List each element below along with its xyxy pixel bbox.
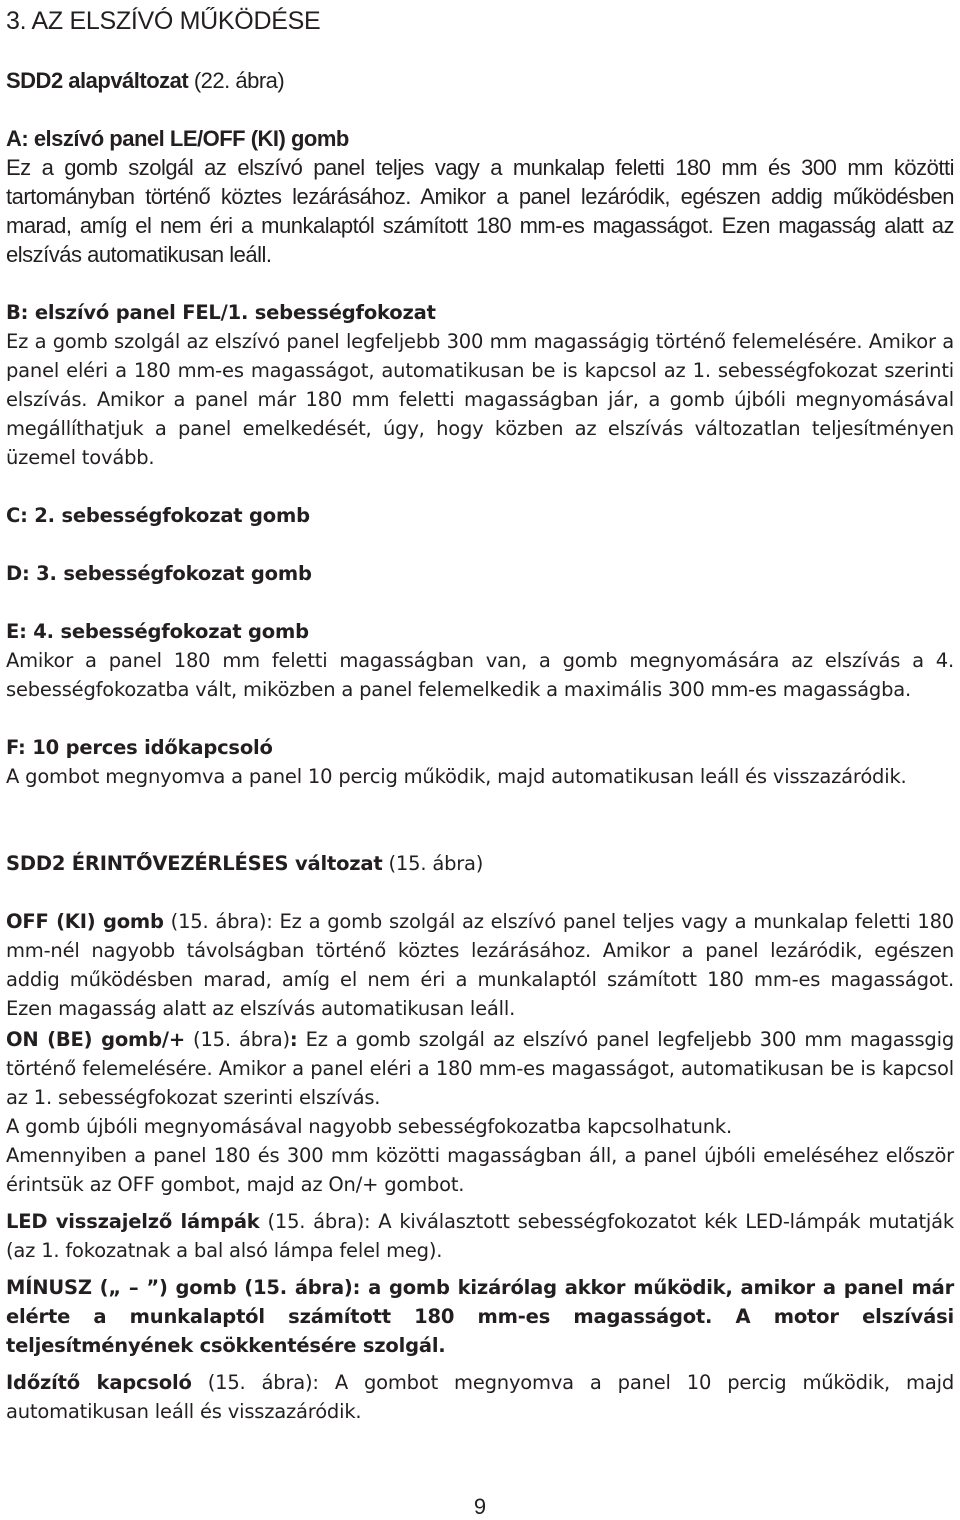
touch-on-paragraph: ON (BE) gomb/+ (15. ábra): Ez a gomb szolgál az elszívó panel legfeljebb 300 mm magassgig történő felemelésére. Amikor a panel eléri a 180 mm-es magasságot, automatikusan be is kapcsol az 1. sebességfokozat szerinti elszívás. — [6, 1028, 955, 1109]
touch-off-paragraph: OFF (KI) gomb (15. ábra): Ez a gomb szolgál az elszívó panel teljes vagy a munkalap feletti 180 mm-nél nagyobb távolságban történő köztes lezárásához. Amikor a panel lezáródik, egészen addig működésben marad, amíg el nem éri a munkalaptól számított 180 mm-es magasságot. Ezen magasság alatt az elszívás automatikusan leáll. — [6, 910, 954, 1020]
item-a-heading: A: elszívó panel LE/OFF (KI) gomb — [6, 126, 349, 151]
variant-name: SDD2 alapváltozat — [6, 68, 189, 93]
variant-heading-touch — [6, 849, 954, 878]
item-c-heading: C: 2. sebességfokozat gomb — [6, 504, 310, 527]
item-f-text: A gombot megnyomva a panel 10 percig működik, majd automatikusan leáll és visszazáródik. — [6, 765, 907, 788]
touch-led-label: LED visszajelző lámpák — [6, 1210, 260, 1233]
item-b-heading: B: elszívó panel FEL/1. sebességfokozat — [6, 301, 436, 324]
variant-figure-ref: (22. ábra) — [188, 68, 285, 93]
touch-on-line3: Amennyiben a panel 180 és 300 mm közötti magasságban áll, a panel újbóli emeléséhez először érintsük az OFF gombot, majd az On/+ gombot. — [6, 1144, 954, 1196]
variant-heading-basic — [6, 66, 954, 95]
touch-minus-paragraph: MÍNUSZ („ – ”) gomb (15. ábra): a gomb kizárólag akkor működik, amikor a panel már elérte a munkalaptól számított 180 mm-es magasságot. A motor elszívási teljesítményének csökkentésére szolgál. — [6, 1276, 954, 1357]
item-d-heading: D: 3. sebességfokozat gomb — [6, 562, 312, 585]
item-a-text: Ez a gomb szolgál az elszívó panel teljes vagy a munkalap feletti 180 mm és 300 mm közötti tartományban történő köztes lezárásához. Amikor a panel lezáródik, egészen addig működésben marad, amíg el nem éri a munkalaptól számított 180 mm-es magasságot. Ezen magasság alatt az elszívás automatikusan leáll. — [6, 155, 954, 267]
section-title: 3. AZ ELSZÍVÓ MŰKÖDÉSE — [6, 7, 321, 35]
item-e-heading: E: 4. sebességfokozat gomb — [6, 620, 309, 643]
item-f-heading: F: 10 perces időkapcsoló — [6, 736, 273, 759]
touch-on-label: ON (BE) gomb/+ — [6, 1028, 185, 1051]
touch-led-paragraph: LED visszajelző lámpák (15. ábra): A kiválasztott sebességfokozatot kék LED-lámpák mutatják (az 1. fokozatnak a bal alsó lámpa felel meg). — [6, 1210, 954, 1262]
variant-figure-ref: (15. ábra) — [382, 852, 484, 875]
page-number: 9 — [473, 1494, 487, 1519]
touch-timer-label: Időzítő kapcsoló — [6, 1371, 192, 1394]
touch-off-label: OFF (KI) gomb — [6, 910, 164, 933]
variant-name: SDD2 ÉRINTŐVEZÉRLÉSES változat — [6, 852, 383, 875]
touch-timer-paragraph: Időzítő kapcsoló (15. ábra): A gombot megnyomva a panel 10 percig működik, majd automatikusan leáll és visszazáródik. — [6, 1371, 954, 1423]
touch-on-line2: A gomb újbóli megnyomásával nagyobb sebességfokozatba kapcsolhatunk. — [6, 1115, 732, 1138]
item-e-text: Amikor a panel 180 mm feletti magasságban van, a gomb megnyomására az elszívás a 4. sebességfokozatba vált, miközben a panel felemelkedik a maximális 300 mm-es magasságba. — [6, 649, 954, 701]
item-b-text: Ez a gomb szolgál az elszívó panel legfeljebb 300 mm magasságig történő felemelésére. Amikor a panel eléri a 180 mm-es magasságot, automatikusan be is kapcsol az 1. sebességfokozat szerinti elszívás. Amikor a panel már 180 mm feletti magasságban jár, a gomb újbóli megnyomásával megállíthatjuk a panel emelkedését, úgy, hogy közben az elszívás változatlan teljesítményen üzemel tovább. — [6, 330, 954, 469]
